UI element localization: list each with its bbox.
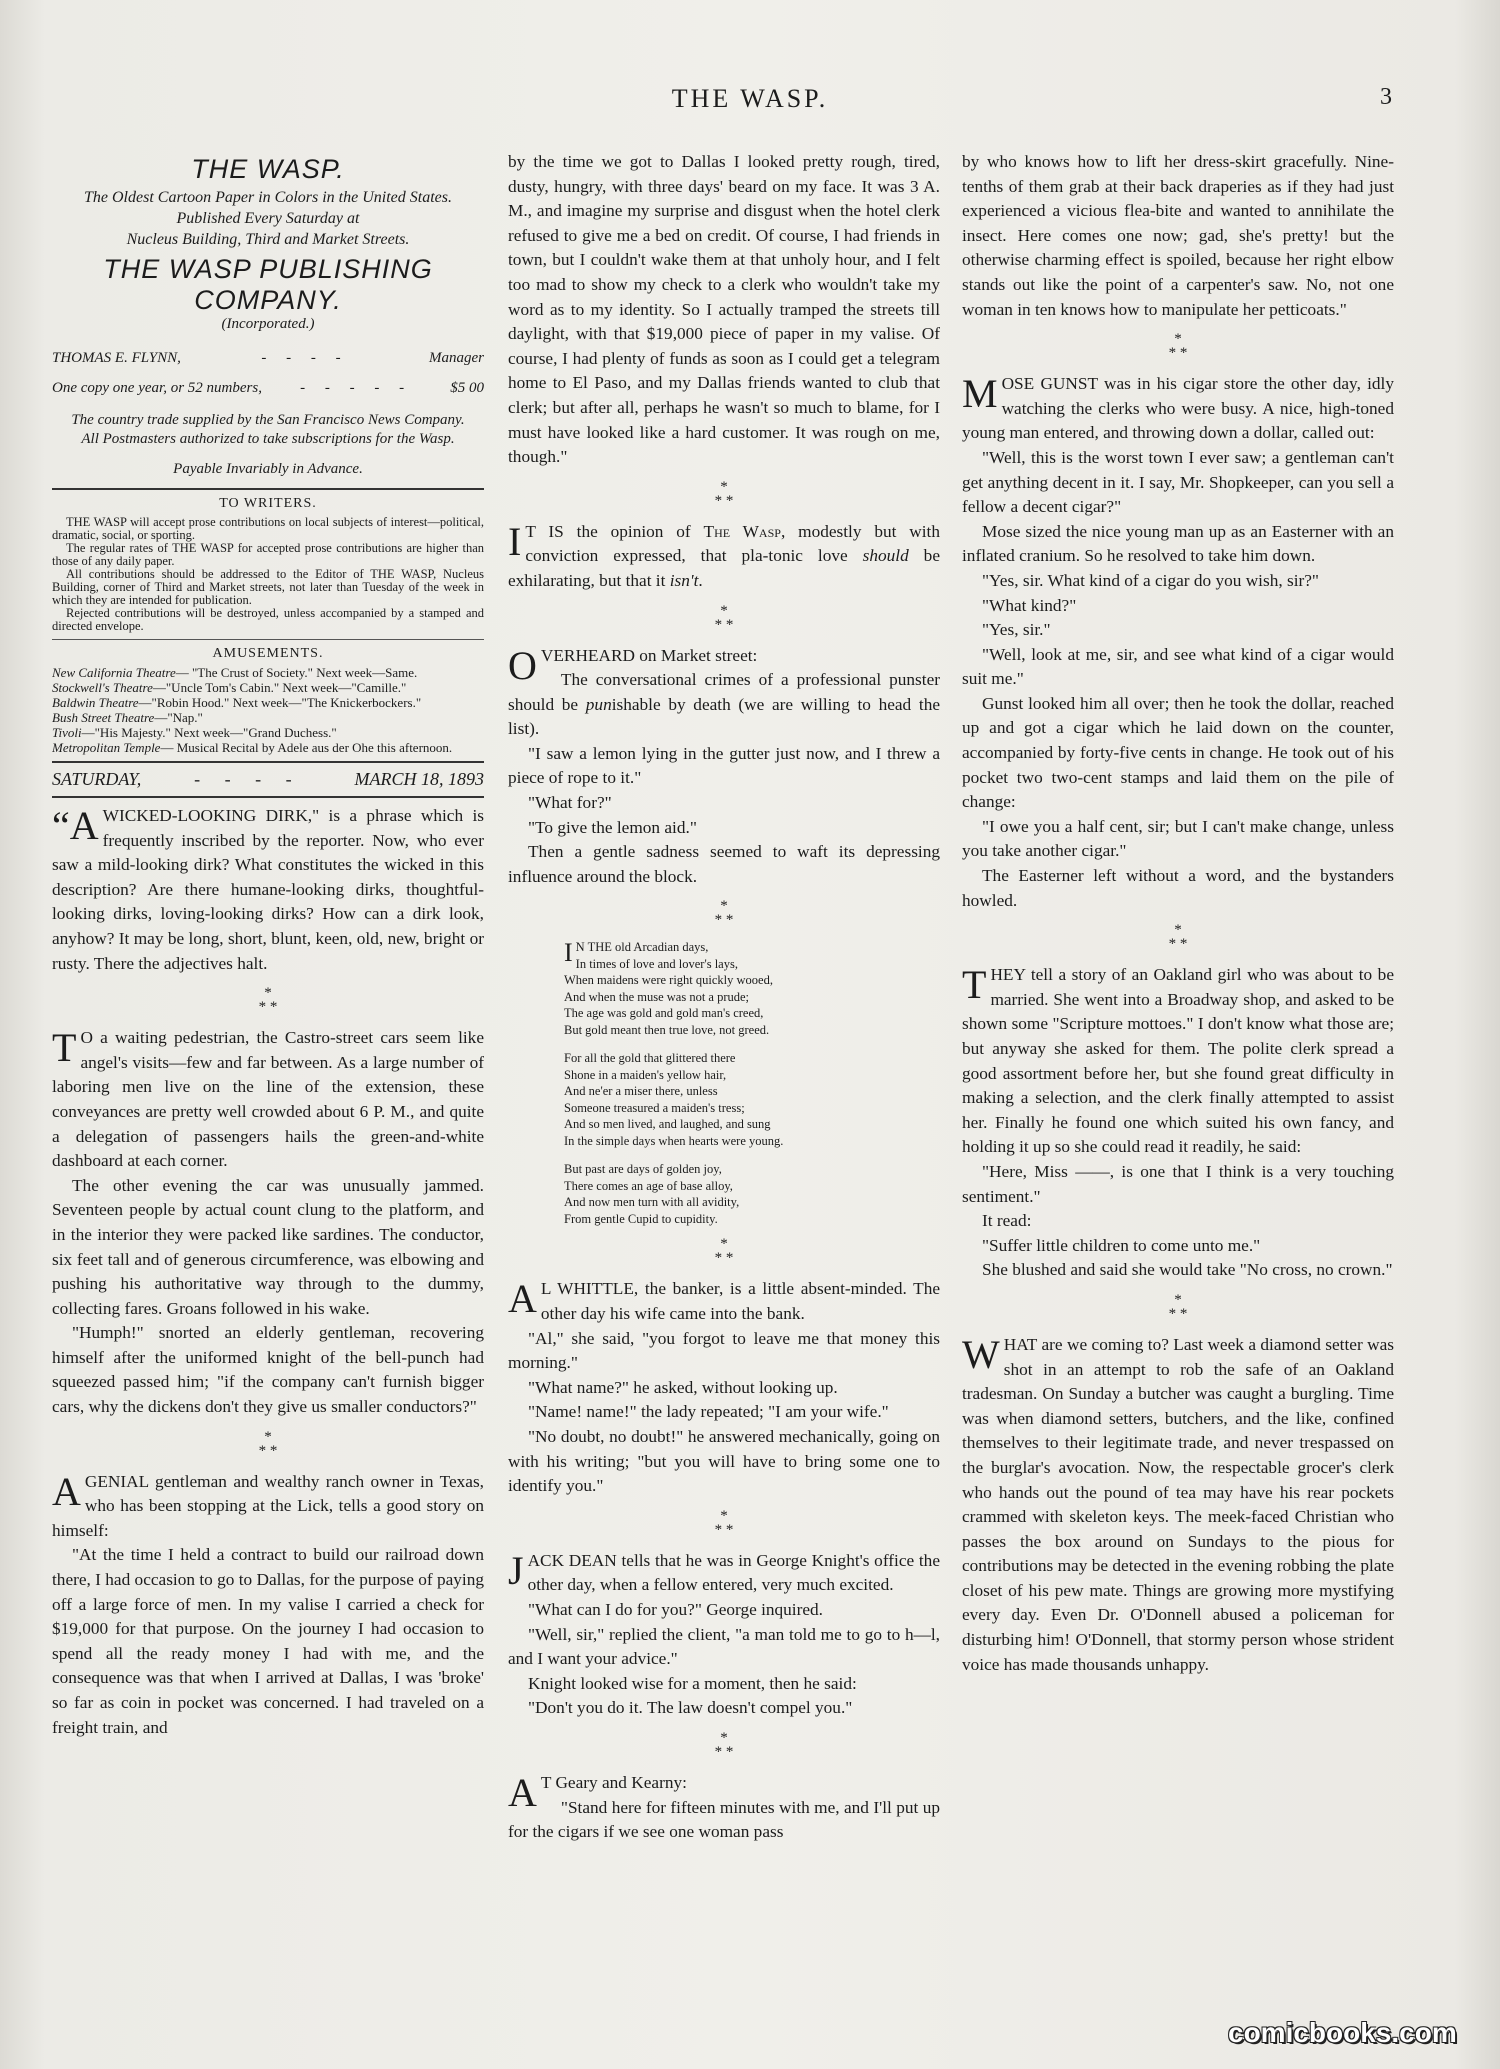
site-watermark: comicbooks.com (1228, 2017, 1457, 2048)
poem-line: But gold meant then true love, not greed. (564, 1022, 770, 1037)
masthead-title: THE WASP. (191, 154, 345, 184)
poem-line: And so men lived, and laughed, and sung (564, 1117, 771, 1132)
masthead (52, 154, 484, 478)
amusement-item: Baldwin Theatre—"Robin Hood." Next week—"The Knickerbockers." (52, 695, 422, 710)
to-writers-paragraph: All contributions should be addressed to the Editor of THE WASP, Nucleus Building, corner of Third and Market streets, not later than Tuesday of the week in which they are intended for publication. (52, 567, 484, 607)
article-paragraph: "What can I do for you?" George inquired. (528, 1599, 823, 1619)
page-number: 3 (1380, 84, 1392, 110)
manager-name: THOMAS E. FLYNN, (52, 350, 181, 366)
article-paragraph: "What for?" (528, 793, 612, 813)
article-paragraph: "What name?" he asked, without looking up. (528, 1377, 838, 1397)
masthead-published: Published Every Saturday at (176, 210, 360, 227)
article-paragraph: She blushed and said she would take "No cross, no crown." (982, 1260, 1393, 1280)
dateline-day: SATURDAY, (52, 769, 142, 789)
to-writers-paragraph: The regular rates of THE WASP for accepted prose contributions are higher than those of any daily paper. (52, 541, 484, 568)
manager-title: Manager (429, 350, 484, 366)
section-stars: * * * (714, 602, 734, 633)
to-writers-paragraph: Rejected contributions will be destroyed, unless accompanied by a stamped and directed envelope. (52, 606, 484, 633)
manager-line (52, 343, 484, 373)
price-dashes: - - - - - (300, 380, 413, 396)
poem (564, 939, 940, 1227)
article-paragraph: "Yes, sir. What kind of a cigar do you wish, sir?" (982, 570, 1319, 590)
running-header-title: THE WASP. (671, 84, 829, 113)
section-stars: * * * (714, 1236, 734, 1267)
amusement-item: Stockwell's Theatre—"Uncle Tom's Cabin." Next week—"Camille." (52, 680, 407, 695)
article-paragraph: "Name! name!" the lady repeated; "I am your wife." (528, 1402, 889, 1422)
article-paragraph: AGENIAL gentleman and wealthy ranch owner in Texas, who has been stopping at the Lick, tells a good story on himself: (52, 1468, 484, 1540)
price-label: One copy one year, or 52 numbers, (52, 380, 262, 396)
poem-line: And ne'er a miser there, unless (564, 1084, 718, 1099)
article-paragraph: It read: (982, 1211, 1032, 1231)
section-stars: * * * (714, 1729, 734, 1760)
article-paragraph: Mose sized the nice young man up as an Easterner with an inflated cranium. So he resolved to take him down. (962, 521, 1394, 566)
article-paragraph: "Well, look at me, sir, and see what kind of a cigar would suit me." (962, 644, 1394, 689)
trade-note: The country trade supplied by the San Francisco News Company. All Postmasters authorized to take subscriptions for the Wasp. (71, 412, 465, 447)
article-paragraph: “AWICKED-LOOKING DIRK," is a phrase which is frequently inscribed by the reporter. Now, who ever saw a mild-looking dirk? What constitutes the wicked in this description? Are there humane-looking dirks, thoughtful-looking dirks, loving-looking dirks? How can a dirk look, anyhow? It may be long, short, blunt, keen, old, new, bright or rusty. There the adjectives halt. (52, 803, 484, 973)
poem-line: When maidens were right quickly wooed, (564, 973, 773, 988)
price-value: $5 00 (450, 380, 484, 396)
amusements-section (52, 646, 484, 755)
poem-line: For all the gold that glittered there (564, 1051, 736, 1066)
section-stars: * * * (1168, 922, 1188, 953)
article-paragraph: A T Geary and Kearny: (508, 1769, 687, 1815)
drop-cap: J (508, 1547, 524, 1593)
poem-line: But past are days of golden joy, (564, 1162, 722, 1177)
drop-cap: T (962, 962, 987, 1008)
divider (52, 761, 484, 763)
section-stars: * * * (714, 478, 734, 509)
column-1 (52, 150, 484, 2000)
poem-line: I N THE old Arcadian days, (564, 938, 709, 968)
divider (52, 488, 484, 490)
masthead-address: Nucleus Building, Third and Market Streets. (126, 231, 410, 248)
poem-line: The age was gold and gold man's creed, (564, 1006, 764, 1021)
section-stars: * * * (258, 985, 278, 1016)
article-paragraph: "Here, Miss ——, is one that I think is a very touching sentiment." (962, 1161, 1394, 1206)
poem-line: Shone in a maiden's yellow hair, (564, 1067, 727, 1082)
article-paragraph: "Al," she said, "you forgot to leave me that money this morning." (508, 1328, 940, 1373)
article-paragraph: "To give the lemon aid." (528, 817, 697, 837)
drop-cap: M (962, 371, 998, 417)
drop-cap: I (508, 518, 522, 564)
article-paragraph: OVERHEARD on Market street: (508, 642, 758, 688)
manager-dashes: - - - - (261, 350, 349, 366)
drop-cap: A (52, 1468, 81, 1514)
divider (52, 796, 484, 798)
article-paragraph: WHAT are we coming to? Last week a diamond setter was shot in an attempt to rob the safe of an Oakland tradesman. On Sunday a butcher was caught a burgling. Time was when diamond setters, butchers, and the like, confined themselves to their legitimate trade, and never trespassed on the burglar's avocation. Now, the respectable grocer's clerk who hands out the pound of tea may have his rear pockets crammed with skeleton keys. The meek-faced Christian who passes the box around on Sundays to the pious for contributions may be detected in the evening robbing the plate closet of his pew mate. Things are growing more mystifying every day. Even Dr. O'Donnell abused a policeman for disturbing him! O'Donnell, that stormy person whose strident voice has made thousands unhappy. (962, 1331, 1394, 1674)
article-paragraph: Gunst looked him all over; then he took the dollar, reached up and got a cigar which he laid down on the counter, accompanied by forty-five cents in change. He took out of his pocket two two-cent stamps and laid them on the pile of change: (962, 693, 1394, 812)
dateline (52, 769, 484, 790)
article-paragraph: "Humph!" snorted an elderly gentleman, recovering himself after the uniformed knight of the bell-punch had squeezed passed him; "if the company can't furnish bigger cars, why the dickens don't they give us smaller conductors?" (52, 1323, 484, 1417)
dateline-date: MARCH 18, 1893 (354, 769, 484, 789)
masthead-publisher: THE WASP PUBLISHING COMPANY. (103, 254, 433, 315)
to-writers-paragraph: THE WASP will accept prose contributions on local subjects of interest—political, dramatic, social, or sporting. (52, 515, 484, 542)
poem-line: In times of love and lover's lays, (575, 956, 738, 971)
article-paragraph: "I owe you a half cent, sir; but I can't make change, unless you take another cigar." (962, 816, 1394, 861)
section-stars: * * * (1168, 1291, 1188, 1322)
article-paragraph: Knight looked wise for a moment, then he said: (528, 1673, 857, 1693)
masthead-incorporated: (Incorporated.) (221, 316, 315, 332)
article-paragraph: A L WHITTLE, the banker, is a little absent-minded. The other day his wife came into the bank. (508, 1276, 940, 1324)
masthead-tagline: The Oldest Cartoon Paper in Colors in the United States. (84, 189, 452, 206)
drop-cap: “A (52, 803, 99, 848)
drop-cap: I (564, 938, 573, 968)
article-paragraph: by the time we got to Dallas I looked pretty rough, tired, dusty, hungry, with three days' beard on my face. It was 3 A. M., and imagine my surprise and disgust when the hotel clerk refused to give me a bed on credit. Of course, I had friends in town, but I couldn't wake them at that unholy hour, and I felt too mad to show my check to a clerk who wouldn't take my word as to my identity. So I actually tramped the streets till daylight, with that $19,000 piece of paper in my valise. Of course, I had plenty of funds as soon as I could get a telegram home to El Paso, and my Dallas friends wanted to club that clerk; but after all, perhaps he wasn't so much to blame, for I must have looked like a hard customer. It was rough on me, though." (508, 152, 940, 467)
article-paragraph: The Easterner left without a word, and the bystanders howled. (962, 866, 1394, 910)
amusement-item: Metropolitan Temple— Musical Recital by Adele aus der Ohe this afternoon. (52, 740, 453, 755)
article-paragraph: T O a waiting pedestrian, the Castro-street cars seem like angel's visits—few and far between. As a large number of laboring men live on the line of the extension, these conveyances are pretty well crowded about 6 P. M., and quite a delegation of passengers hails the green-and-white dashboard at each corner. (52, 1025, 484, 1171)
article-paragraph: "Well, sir," replied the client, "a man told me to go to h—l, and I want your advice." (508, 1624, 940, 1669)
article-paragraph: "At the time I held a contract to build our railroad down there, I had occasion to go to Dallas, for the purpose of paying off a large force of men. In my valise I carried a check for $19,000 for that purpose. On the journey I had occasion to spend all the ready money I had with me, and the consequence was that when I arrived at Dallas, I was 'broke' so far as coin in pocket was concerned. I had traveled on a freight train, and (52, 1545, 484, 1737)
section-stars: * * * (714, 1507, 734, 1538)
article-paragraph: "Stand here for fifteen minutes with me, and I'll put up for the cigars if we see one woman pass (508, 1797, 940, 1842)
section-stars: * * * (714, 898, 734, 929)
article-paragraph: Then a gentle sadness seemed to waft its depressing influence around the block. (508, 842, 940, 886)
article-paragraph: "Suffer little children to come unto me." (982, 1235, 1261, 1255)
article-paragraph: The other evening the car was unusually jammed. Seventeen people by actual count clung to the platform, and in the interior they were packed like sardines. The conductor, six feet tall and of generous circumference, was elbowing and pushing his authoritative way through to the dummy, collecting fares. Groans followed in his wake. (52, 1175, 484, 1318)
article-paragraph: MOSE GUNST was in his cigar store the other day, idly watching the clerks who were busy. A nice, high-toned young man entered, and throwing down a dollar, called out: (962, 371, 1394, 443)
amusement-item: New California Theatre— "The Crust of Society." Next week—Same. (52, 665, 418, 680)
article-paragraph: "No doubt, no doubt!" he answered mechanically, going on with his writing; "but you will have to bring some one to identify you." (508, 1427, 940, 1496)
drop-cap: O (508, 642, 537, 688)
article-paragraph: by who knows how to lift her dress-skirt gracefully. Nine-tenths of them grab at their back draperies as if they had just experienced a vicious flea-bite and wanted to annihilate the insect. Here comes one now; gad, she's pretty! but the otherwise charming effect is spoiled, because her right elbow stands out like the point of a carpenter's saw. No, not one woman in ten knows how to manipulate her petticoats." (962, 152, 1394, 319)
section-stars: * * * (258, 1428, 278, 1459)
drop-cap: T (52, 1025, 77, 1071)
drop-cap: A (508, 1276, 537, 1322)
article-paragraph: THEY tell a story of an Oakland girl who was about to be married. She went into a Broadway shop, and asked to be shown some "Scripture mottoes." I don't know what those are; but anyway she asked for them. The polite clerk spread a good assortment before her, but she found great difficulty in making a selection, and the clerk finally attempted to assist her. Finally he found one which suited his own fancy, and holding it up so she could read it readily, he said: (962, 962, 1394, 1157)
column-3 (962, 150, 1394, 2000)
poem-line: And when the muse was not a prude; (564, 989, 750, 1004)
article-paragraph: "Yes, sir." (982, 620, 1051, 640)
drop-cap: A (508, 1769, 537, 1815)
payable-note: Payable Invariably in Advance. (173, 461, 363, 477)
drop-cap: W (962, 1331, 1000, 1377)
amusement-item: Tivoli—"His Majesty." Next week—"Grand Duchess." (52, 725, 337, 740)
dateline-dashes: - - - - (194, 769, 302, 789)
article-paragraph: I T IS the opinion of The Wasp, modestly but with conviction expressed, that pla-tonic love should be exhilarating, but that it isn't. (508, 518, 940, 590)
column-2 (508, 150, 940, 2000)
article-paragraph: "What kind?" (982, 595, 1077, 615)
article-paragraph: JACK DEAN tells that he was in George Knight's office the other day, when a fellow entered, very much excited. (508, 1547, 940, 1595)
poem-line: From gentle Cupid to cupidity. (564, 1211, 718, 1226)
to-writers-heading: TO WRITERS. (219, 496, 317, 511)
poem-line: There comes an age of base alloy, (564, 1178, 733, 1193)
article-paragraph: "I saw a lemon lying in the gutter just now, and I threw a piece of rope to it." (508, 743, 940, 788)
section-stars: * * * (1168, 331, 1188, 362)
article-paragraph: "Well, this is the worst town I ever saw; a gentleman can't get anything decent in it. I say, Mr. Shopkeeper, can you sell a fellow a decent cigar?" (962, 447, 1394, 517)
poem-line: In the simple days when hearts were young. (564, 1133, 784, 1148)
price-line (52, 373, 484, 403)
amusement-item: Bush Street Theatre—"Nap." (52, 710, 203, 725)
poem-line: And now men turn with all avidity, (564, 1195, 740, 1210)
to-writers-section (52, 496, 484, 633)
article-paragraph: "Don't you do it. The law doesn't compel you." (528, 1698, 853, 1718)
article-paragraph: The conversational crimes of a professional punster should be punishable by death (we are willing to head the list). (508, 670, 940, 739)
amusements-heading: AMUSEMENTS. (212, 646, 324, 661)
divider (52, 639, 484, 640)
poem-line: Someone treasured a maiden's tress; (564, 1100, 745, 1115)
